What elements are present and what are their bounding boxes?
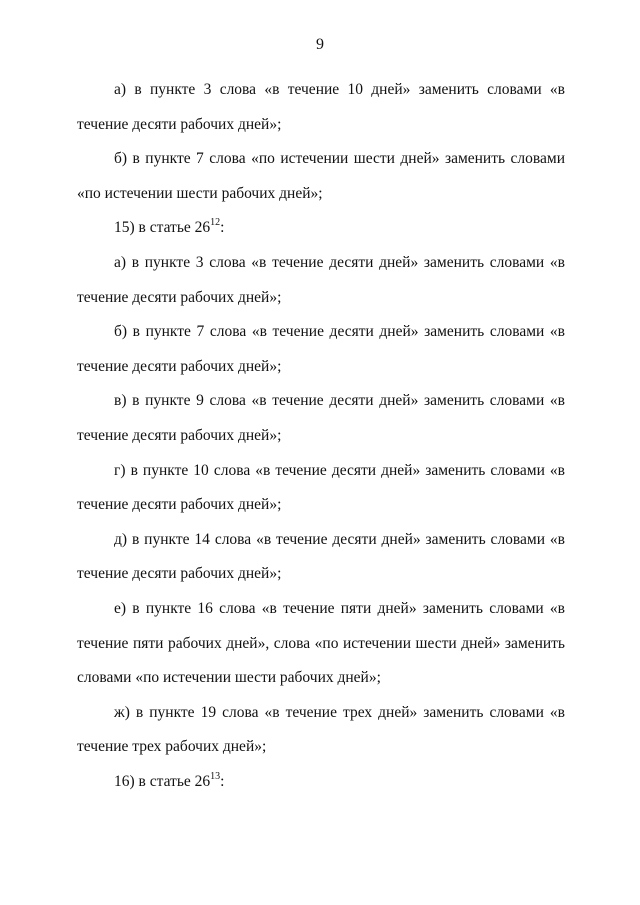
paragraph-item-a: а) в пункте 3 слова «в течение десяти дней» заменить словами «в течение десяти рабочих дней»; <box>77 253 565 306</box>
paragraph-article-heading <box>77 211 565 246</box>
paragraph-item-e: е) в пункте 16 слова «в течение пяти дней» заменить словами «в течение пяти рабочих дней», слова «по истечении шести дней» заменить словами «по истечении шести рабочих дней»; <box>77 599 565 687</box>
paragraph-item-v: в) в пункте 9 слова «в течение десяти дней» заменить словами «в течение десяти рабочих дней»; <box>77 392 565 444</box>
article-heading-text: 16) в статье 26 <box>114 772 211 790</box>
page-number: 9 <box>316 36 324 53</box>
article-heading-text: 15) в статье 26 <box>114 219 211 237</box>
paragraph-item-d: д) в пункте 14 слова «в течение десяти дней» заменить словами «в течение десяти рабочих дней»; <box>77 530 565 583</box>
document-body <box>77 73 565 799</box>
article-heading-colon: : <box>220 219 225 237</box>
paragraph-article-heading <box>77 765 565 800</box>
paragraph-item-b: б) в пункте 7 слова «по истечении шести дней» заменить словами «по истечении шести рабочих дней»; <box>77 150 565 202</box>
paragraph-item-zh: ж) в пункте 19 слова «в течение трех дней» заменить словами «в течение трех рабочих дней»; <box>77 703 565 756</box>
article-heading-colon: : <box>220 772 225 790</box>
paragraph-item-a: а) в пункте 3 слова «в течение 10 дней» заменить словами «в течение десяти рабочих дней»; <box>77 81 565 133</box>
article-heading-superscript: 12 <box>210 217 221 229</box>
paragraph-item-g: г) в пункте 10 слова «в течение десяти дней» заменить словами «в течение десяти рабочих дней»; <box>77 461 565 514</box>
paragraph-item-b: б) в пункте 7 слова «в течение десяти дней» заменить словами «в течение десяти рабочих дней»; <box>77 323 565 375</box>
article-heading-superscript: 13 <box>210 770 221 782</box>
